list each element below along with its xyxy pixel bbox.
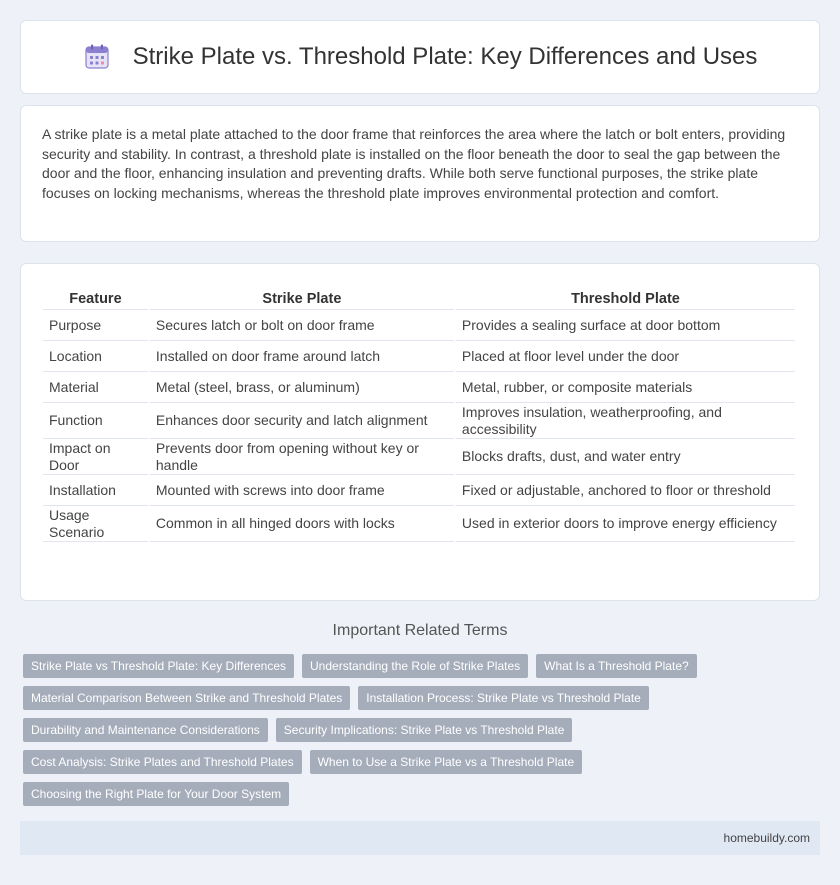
table-header-row: [43, 284, 795, 310]
related-terms-tags: [23, 654, 823, 814]
comparison-table: [41, 284, 797, 542]
page-title-text: Strike Plate vs. Threshold Plate: Key Differences and Uses: [132, 43, 758, 70]
cell-feature: Location: [43, 341, 148, 372]
related-tag[interactable]: Cost Analysis: Strike Plates and Threshold Plates: [23, 750, 302, 774]
cell-threshold: Used in exterior doors to improve energy efficiency: [456, 506, 795, 542]
cell-threshold: Metal, rubber, or composite materials: [456, 372, 795, 403]
calendar-icon: [83, 43, 111, 71]
footer-site-link[interactable]: homebuildy.com: [723, 831, 810, 845]
related-tag[interactable]: Installation Process: Strike Plate vs Threshold Plate: [358, 686, 649, 710]
cell-threshold: Improves insulation, weatherproofing, and accessibility: [456, 403, 795, 439]
cell-feature: Material: [43, 372, 148, 403]
cell-strike: Metal (steel, brass, or aluminum): [150, 372, 454, 403]
related-terms-heading: Important Related Terms: [332, 622, 508, 639]
cell-strike: Installed on door frame around latch: [150, 341, 454, 372]
cell-threshold: Placed at floor level under the door: [456, 341, 795, 372]
cell-feature: Installation: [43, 475, 148, 506]
cell-feature: Usage Scenario: [43, 506, 148, 542]
comparison-table-card: [20, 263, 820, 601]
related-tag[interactable]: Durability and Maintenance Considerations: [23, 718, 268, 742]
cell-feature: Function: [43, 403, 148, 439]
cell-strike: Common in all hinged doors with locks: [150, 506, 454, 542]
related-tag[interactable]: Material Comparison Between Strike and Threshold Plates: [23, 686, 350, 710]
header-strike-plate: Strike Plate: [150, 284, 454, 310]
related-tag[interactable]: Security Implications: Strike Plate vs Threshold Plate: [276, 718, 573, 742]
table-row: [43, 403, 795, 439]
table-row: [43, 341, 795, 372]
related-tag[interactable]: When to Use a Strike Plate vs a Threshold Plate: [310, 750, 583, 774]
cell-threshold: Provides a sealing surface at door bottom: [456, 310, 795, 341]
title-card: [20, 20, 820, 94]
table-row: [43, 310, 795, 341]
cell-threshold: Blocks drafts, dust, and water entry: [456, 439, 795, 475]
cell-threshold: Fixed or adjustable, anchored to floor or threshold: [456, 475, 795, 506]
table-row: [43, 475, 795, 506]
related-tag[interactable]: Choosing the Right Plate for Your Door System: [23, 782, 289, 806]
intro-card: [20, 105, 820, 242]
table-row: [43, 439, 795, 475]
page-title: [83, 43, 758, 71]
intro-paragraph: A strike plate is a metal plate attached to the door frame that reinforces the area where the latch or bolt enters, providing security and stability. In contrast, a threshold plate is installed on the floor beneath the door to seal the gap between the door and the floor, enhancing insulation and preventing drafts. While both serve functional purposes, the strike plate focuses on locking mechanisms, whereas the threshold plate improves environmental protection and comfort.: [42, 126, 786, 201]
cell-strike: Mounted with screws into door frame: [150, 475, 454, 506]
cell-strike: Prevents door from opening without key or handle: [150, 439, 454, 475]
related-tag[interactable]: What Is a Threshold Plate?: [536, 654, 697, 678]
footer: [20, 821, 820, 855]
header-threshold-plate: Threshold Plate: [456, 284, 795, 310]
header-feature: Feature: [43, 284, 148, 310]
related-tag[interactable]: Understanding the Role of Strike Plates: [302, 654, 528, 678]
cell-strike: Secures latch or bolt on door frame: [150, 310, 454, 341]
table-row: [43, 372, 795, 403]
table-row: [43, 506, 795, 542]
cell-feature: Impact on Door: [43, 439, 148, 475]
cell-feature: Purpose: [43, 310, 148, 341]
related-tag[interactable]: Strike Plate vs Threshold Plate: Key Differences: [23, 654, 294, 678]
cell-strike: Enhances door security and latch alignment: [150, 403, 454, 439]
